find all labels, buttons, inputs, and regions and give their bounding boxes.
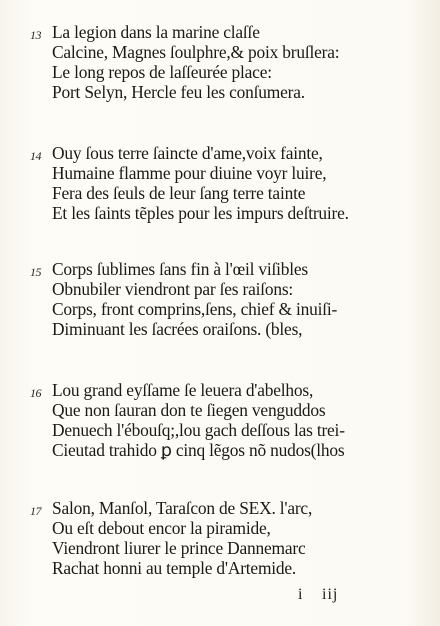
verse-line: Cieutad trahido ꝑ cinq lẽgos nõ nudos(lhos: [52, 440, 345, 460]
verse-line: Calcine, Magnes ſoulphre,& poix bruſlera:: [52, 42, 340, 62]
verse-line: Lou grand eyſſame ſe leuera d'abelhos,: [52, 380, 314, 400]
verse-line: Denuech l'ébouſq;,lou gach deſſous las trei-: [52, 420, 345, 440]
verse-line: Que non ſauran don te ſiegen venguddos: [52, 400, 326, 420]
verse-line: Corps ſublimes ſans fin à l'œil viſibles: [52, 259, 308, 279]
quatrain-number: 13: [30, 28, 41, 42]
verse-line: Le long repos de laſſeurée place:: [52, 62, 272, 82]
verse-line: Rachat honni au temple d'Artemide.: [52, 558, 297, 578]
leaf-number: iij: [322, 586, 339, 603]
verse-line: Port Selyn, Hercle feu les conſumera.: [52, 82, 305, 102]
verse-line: Et les ſaints tẽples pour les impurs deſtruire.: [52, 203, 349, 223]
verse-line: La legion dans la marine claſſe: [52, 22, 260, 42]
verse-line: Fera des ſeuls de leur ſang terre tainte: [52, 183, 306, 203]
verse-line: Humaine flamme pour diuine voyr luire,: [52, 163, 327, 183]
verse-line: Diminuant les ſacrées oraiſons. (bles,: [52, 319, 303, 339]
verse-line: Corps, front comprins,ſens, chief & inuiſi-: [52, 299, 338, 319]
quatrain-number: 17: [30, 504, 41, 518]
quatrain-number: 15: [30, 265, 41, 279]
verse-line: Obnubiler viendront par ſes raiſons:: [52, 279, 294, 299]
verse-line: Ouy ſous terre ſaincte d'ame,voix fainte,: [52, 143, 323, 163]
quatrain-number: 16: [30, 386, 41, 400]
signature-mark: i: [298, 586, 304, 603]
verse-line: Salon, Manſol, Taraſcon de SEX. l'arc,: [52, 498, 313, 518]
verse-line: Ou eſt debout encor la piramide,: [52, 518, 271, 538]
verse-line: Viendront liurer le prince Dannemarc: [52, 538, 306, 558]
quatrain-number: 14: [30, 149, 41, 163]
